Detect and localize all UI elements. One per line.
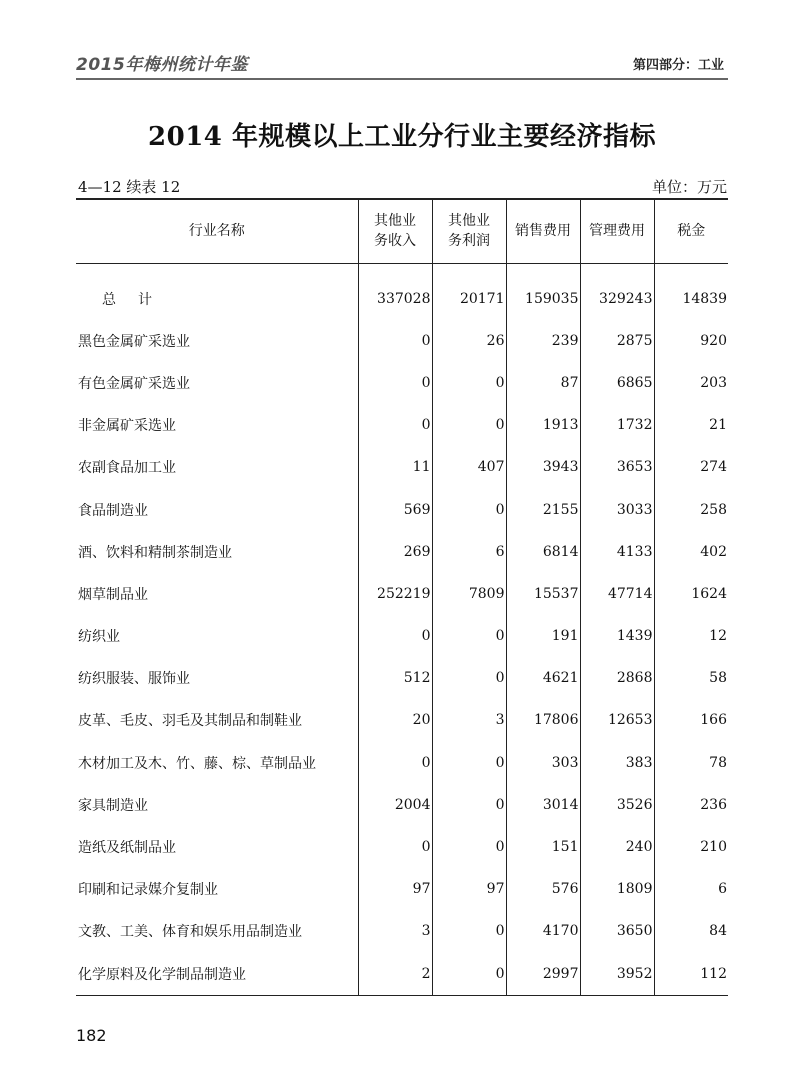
industry-name-cell: 黑色金属矿采选业 (78, 333, 190, 350)
value-cell: 274 (654, 446, 728, 488)
industry-name-cell: 木材加工及木、竹、藤、棕、草制品业 (78, 755, 316, 772)
industry-name-cell: 总 计 (102, 291, 156, 308)
table-row (76, 953, 728, 996)
column-header: 其他业 务收入 (358, 199, 432, 263)
total-row (76, 263, 728, 320)
value-cell: 239 (506, 320, 580, 362)
table-code: 4—12 续表 12 (78, 178, 181, 196)
value-cell: 0 (432, 615, 506, 657)
table-row (76, 868, 728, 910)
value-cell: 269 (358, 531, 432, 573)
industry-name-cell: 烟草制品业 (78, 586, 148, 603)
industry-name-cell: 家具制造业 (78, 797, 148, 814)
value-cell: 2004 (358, 784, 432, 826)
industry-name-cell: 食品制造业 (78, 502, 148, 519)
value-cell: 166 (654, 699, 728, 741)
value-cell: 3 (432, 699, 506, 741)
value-cell: 569 (358, 488, 432, 530)
page-title: 2014 年规模以上工业分行业主要经济指标 (148, 122, 656, 152)
value-cell: 407 (432, 446, 506, 488)
value-cell: 11 (358, 446, 432, 488)
value-cell: 20171 (432, 263, 506, 320)
table-row (76, 573, 728, 615)
value-cell: 0 (432, 910, 506, 952)
value-cell: 0 (432, 826, 506, 868)
value-cell: 512 (358, 657, 432, 699)
value-cell: 17806 (506, 699, 580, 741)
value-cell: 0 (432, 488, 506, 530)
value-cell: 20 (358, 699, 432, 741)
value-cell: 0 (358, 404, 432, 446)
value-cell: 1809 (580, 868, 654, 910)
value-cell: 203 (654, 362, 728, 404)
value-cell: 0 (358, 742, 432, 784)
value-cell: 236 (654, 784, 728, 826)
industry-name-cell: 化学原料及化学制品制造业 (76, 953, 358, 996)
table-row (76, 615, 728, 657)
table-row (76, 362, 728, 404)
value-cell: 159035 (506, 263, 580, 320)
value-cell: 3943 (506, 446, 580, 488)
value-cell: 383 (580, 742, 654, 784)
value-cell: 2 (358, 953, 432, 996)
value-cell: 4170 (506, 910, 580, 952)
table-row (76, 320, 728, 362)
value-cell: 920 (654, 320, 728, 362)
column-header: 行业名称 (76, 199, 358, 263)
value-cell: 26 (432, 320, 506, 362)
value-cell: 6 (432, 531, 506, 573)
value-cell: 12 (654, 615, 728, 657)
table-row (76, 531, 728, 573)
value-cell: 1624 (654, 573, 728, 615)
table-row (76, 404, 728, 446)
value-cell: 3952 (580, 953, 654, 996)
value-cell: 0 (432, 657, 506, 699)
page-number: 182 (76, 1026, 107, 1045)
industry-name-cell: 皮革、毛皮、羽毛及其制品和制鞋业 (78, 713, 302, 730)
value-cell: 7809 (432, 573, 506, 615)
value-cell: 1439 (580, 615, 654, 657)
value-cell: 3650 (580, 910, 654, 952)
value-cell: 151 (506, 826, 580, 868)
industry-name-cell: 纺织服装、服饰业 (78, 671, 190, 688)
value-cell: 87 (506, 362, 580, 404)
industry-name-cell: 纺织业 (78, 629, 120, 646)
table-row (76, 826, 728, 868)
industry-name-cell: 非金属矿采选业 (78, 418, 176, 435)
value-cell: 47714 (580, 573, 654, 615)
unit-label: 单位：万元 (651, 178, 727, 196)
value-cell: 2868 (580, 657, 654, 699)
value-cell: 2155 (506, 488, 580, 530)
value-cell: 0 (358, 826, 432, 868)
industry-name-cell: 造纸及纸制品业 (78, 840, 176, 857)
value-cell: 97 (432, 868, 506, 910)
value-cell: 12653 (580, 699, 654, 741)
value-cell: 240 (580, 826, 654, 868)
value-cell: 2875 (580, 320, 654, 362)
value-cell: 337028 (358, 263, 432, 320)
column-header: 其他业 务利润 (432, 199, 506, 263)
value-cell: 0 (432, 953, 506, 996)
industry-name-cell: 印刷和记录媒介复制业 (78, 882, 218, 899)
value-cell: 4621 (506, 657, 580, 699)
section-label: 第四部分：工业 (632, 58, 724, 73)
value-cell: 303 (506, 742, 580, 784)
value-cell: 210 (654, 826, 728, 868)
value-cell: 4133 (580, 531, 654, 573)
column-header: 销售费用 (506, 199, 580, 263)
value-cell: 97 (358, 868, 432, 910)
industry-name-cell: 文教、工美、体育和娱乐用品制造业 (78, 924, 302, 941)
table-row (76, 699, 728, 741)
yearbook-title: 2015年梅州统计年鉴 (76, 55, 248, 75)
table-row (76, 488, 728, 530)
value-cell: 0 (432, 362, 506, 404)
value-cell: 1913 (506, 404, 580, 446)
value-cell: 21 (654, 404, 728, 446)
value-cell: 0 (358, 320, 432, 362)
value-cell: 3653 (580, 446, 654, 488)
value-cell: 576 (506, 868, 580, 910)
value-cell: 3033 (580, 488, 654, 530)
table-body (76, 263, 728, 995)
value-cell: 6 (654, 868, 728, 910)
value-cell: 191 (506, 615, 580, 657)
column-header: 税金 (654, 199, 728, 263)
value-cell: 6865 (580, 362, 654, 404)
table-row (76, 657, 728, 699)
table-row (76, 446, 728, 488)
value-cell: 3014 (506, 784, 580, 826)
industry-name-cell: 酒、饮料和精制茶制造业 (78, 544, 232, 561)
table-row (76, 910, 728, 952)
value-cell: 0 (432, 404, 506, 446)
industry-name-cell: 农副食品加工业 (78, 460, 176, 477)
indicator-table (76, 198, 728, 996)
header-row (76, 199, 728, 263)
table-row (76, 784, 728, 826)
value-cell: 112 (654, 953, 728, 996)
page-header (76, 42, 728, 80)
value-cell: 0 (358, 615, 432, 657)
value-cell: 252219 (358, 573, 432, 615)
table-row (76, 742, 728, 784)
value-cell: 0 (432, 784, 506, 826)
column-header: 管理费用 (580, 199, 654, 263)
value-cell: 6814 (506, 531, 580, 573)
value-cell: 84 (654, 910, 728, 952)
value-cell: 14839 (654, 263, 728, 320)
industry-name-cell: 有色金属矿采选业 (78, 375, 190, 392)
value-cell: 2997 (506, 953, 580, 996)
value-cell: 329243 (580, 263, 654, 320)
value-cell: 1732 (580, 404, 654, 446)
value-cell: 58 (654, 657, 728, 699)
value-cell: 0 (358, 362, 432, 404)
value-cell: 0 (432, 742, 506, 784)
value-cell: 3 (358, 910, 432, 952)
value-cell: 15537 (506, 573, 580, 615)
value-cell: 78 (654, 742, 728, 784)
value-cell: 3526 (580, 784, 654, 826)
value-cell: 402 (654, 531, 728, 573)
value-cell: 258 (654, 488, 728, 530)
